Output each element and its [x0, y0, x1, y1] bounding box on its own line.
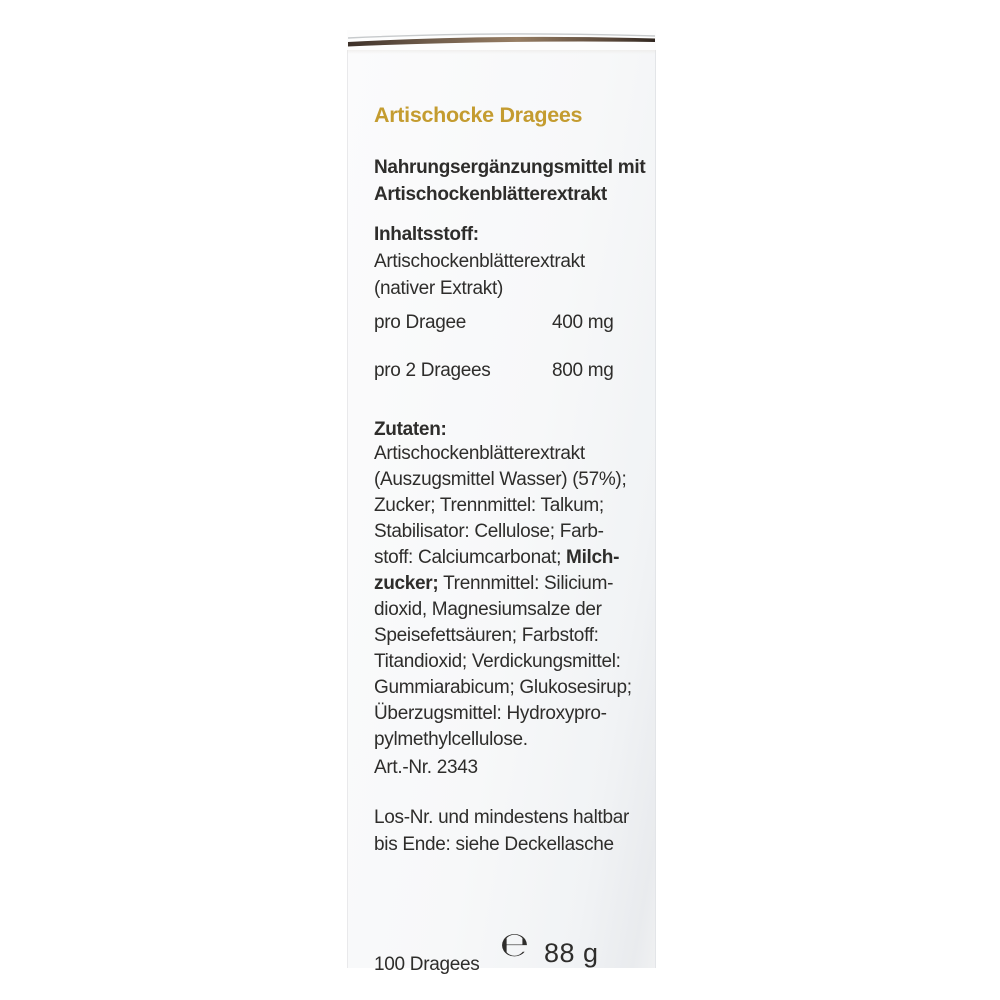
package-box: [347, 30, 656, 975]
inhaltsstoff-line: (nativer Extrakt): [374, 278, 503, 299]
zutaten-heading: Zutaten:: [374, 419, 447, 440]
ingredients-line: Titandioxid; Verdickungsmittel:: [374, 651, 621, 672]
ingredients-line: zucker; Trennmittel: Silicium-: [374, 573, 614, 594]
ingredients-list: [374, 441, 650, 753]
ingredients-line: Artischockenblätterextrakt: [374, 443, 585, 464]
article-number: Art.-Nr. 2343: [374, 757, 478, 778]
dosage-value: 400 mg: [552, 312, 614, 333]
product-subtitle: [374, 154, 650, 208]
dosage-row: [374, 309, 650, 336]
ingredients-line: Stabilisator: Cellulose; Farb-: [374, 521, 604, 542]
ingredients-line: Überzugsmittel: Hydroxypro-: [374, 703, 607, 724]
subtitle-line: Artischockenblätterextrakt: [374, 184, 607, 205]
ingredients-line: dioxid, Magnesiumsalze der: [374, 599, 602, 620]
ingredients-line: (Auszugsmittel Wasser) (57%);: [374, 469, 627, 490]
net-weight: 88 g: [544, 938, 599, 968]
quantity-weight-row: [374, 924, 650, 994]
dosage-label: pro 2 Dragees: [374, 360, 491, 381]
ingredients-line: Zucker; Trennmittel: Talkum;: [374, 495, 604, 516]
inhaltsstoff-line: Artischockenblätterextrakt: [374, 251, 585, 272]
lot-note: [374, 804, 650, 858]
package-side-panel: [347, 46, 656, 975]
subtitle-line: Nahrungsergänzungsmittel mit: [374, 157, 646, 178]
ingredients-line: Gummiarabicum; Glukosesirup;: [374, 677, 632, 698]
ingredients-line: pylmethylcellulose.: [374, 729, 528, 750]
inhaltsstoff-heading: Inhaltsstoff:: [374, 224, 479, 245]
lot-note-line: bis Ende: siehe Deckellasche: [374, 834, 614, 855]
product-title: Artischocke Dragees: [374, 103, 583, 127]
box-lid-edge: [347, 30, 656, 50]
ingredients-line: Speisefettsäuren; Farbstoff:: [374, 625, 599, 646]
quantity-label: 100 Dragees: [374, 954, 480, 975]
ingredients-line: stoff: Calciumcarbonat; Milch-: [374, 547, 620, 568]
dosage-label: pro Dragee: [374, 312, 467, 333]
inhaltsstoff-text: [374, 248, 650, 302]
estimated-sign-icon: ℮: [500, 925, 530, 965]
lot-note-line: Los-Nr. und mindestens haltbar: [374, 807, 630, 828]
dosage-value: 800 mg: [552, 360, 614, 381]
dosage-row: [374, 357, 650, 384]
